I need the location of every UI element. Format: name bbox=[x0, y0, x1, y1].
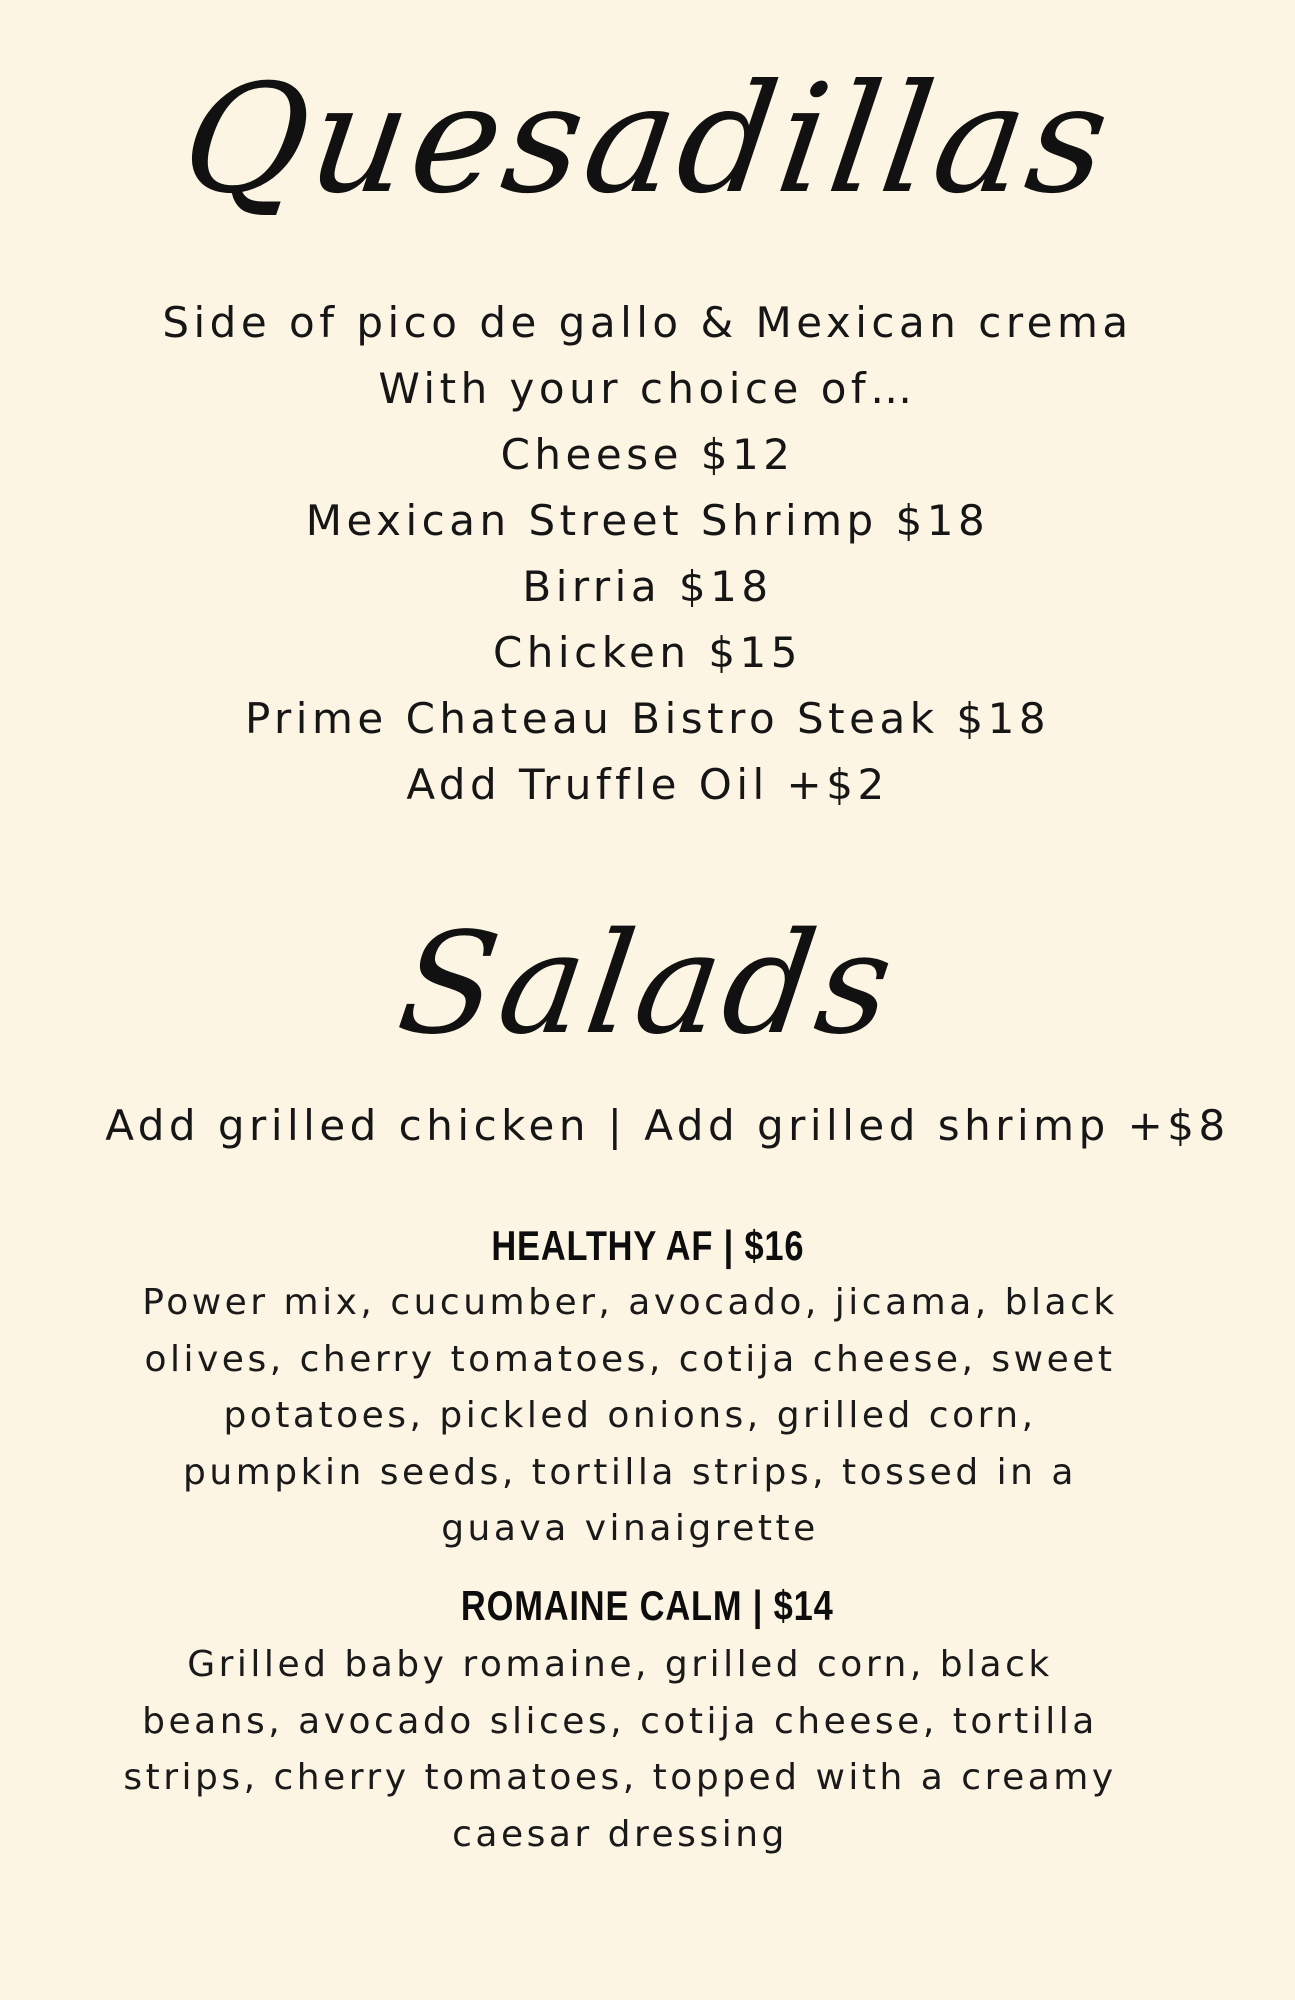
salad-heading-text: HEALTHY AF | $16 bbox=[490, 1222, 805, 1269]
quesadilla-options-list bbox=[0, 290, 1295, 818]
salad-heading-text: ROMAINE CALM | $14 bbox=[461, 1582, 834, 1629]
salads-addon-text: Add grilled chicken | Add grilled shrimp +$8 bbox=[105, 1101, 1230, 1150]
salad-description-romaine-calm: Grilled baby romaine, grilled corn, black beans, avocado slices, cotija cheese, tortilla strips, cherry tomatoes, topped with a creamy caesar dressing bbox=[123, 1644, 1117, 1855]
salad-description-healthy-af: Power mix, cucumber, avocado, jicama, black olives, cherry tomatoes, cotija cheese, sweet potatoes, pickled onions, grilled corn, pumpkin seeds, tortilla strips, tossed in a guava vinaigrette bbox=[142, 1282, 1118, 1549]
quesadilla-choice-intro: With your choice of… bbox=[378, 364, 917, 413]
quesadillas-title: Quesadillas bbox=[172, 53, 1123, 227]
quesadilla-side-note: Side of pico de gallo & Mexican crema bbox=[162, 298, 1133, 347]
quesadilla-option-shrimp: Mexican Street Shrimp $18 bbox=[305, 496, 990, 545]
salad-heading-romaine-calm bbox=[0, 1578, 1295, 1634]
quesadilla-option-birria: Birria $18 bbox=[522, 562, 773, 611]
salads-addon-note bbox=[20, 1093, 1295, 1159]
quesadilla-option-chicken: Chicken $15 bbox=[492, 628, 802, 677]
salads-title: Salads bbox=[389, 903, 906, 1066]
quesadilla-addon-truffle: Add Truffle Oil +$2 bbox=[406, 760, 889, 809]
quesadilla-option-steak: Prime Chateau Bistro Steak $18 bbox=[244, 694, 1051, 743]
salad-heading-healthy-af bbox=[0, 1218, 1295, 1274]
quesadilla-option-cheese: Cheese $12 bbox=[500, 430, 795, 479]
